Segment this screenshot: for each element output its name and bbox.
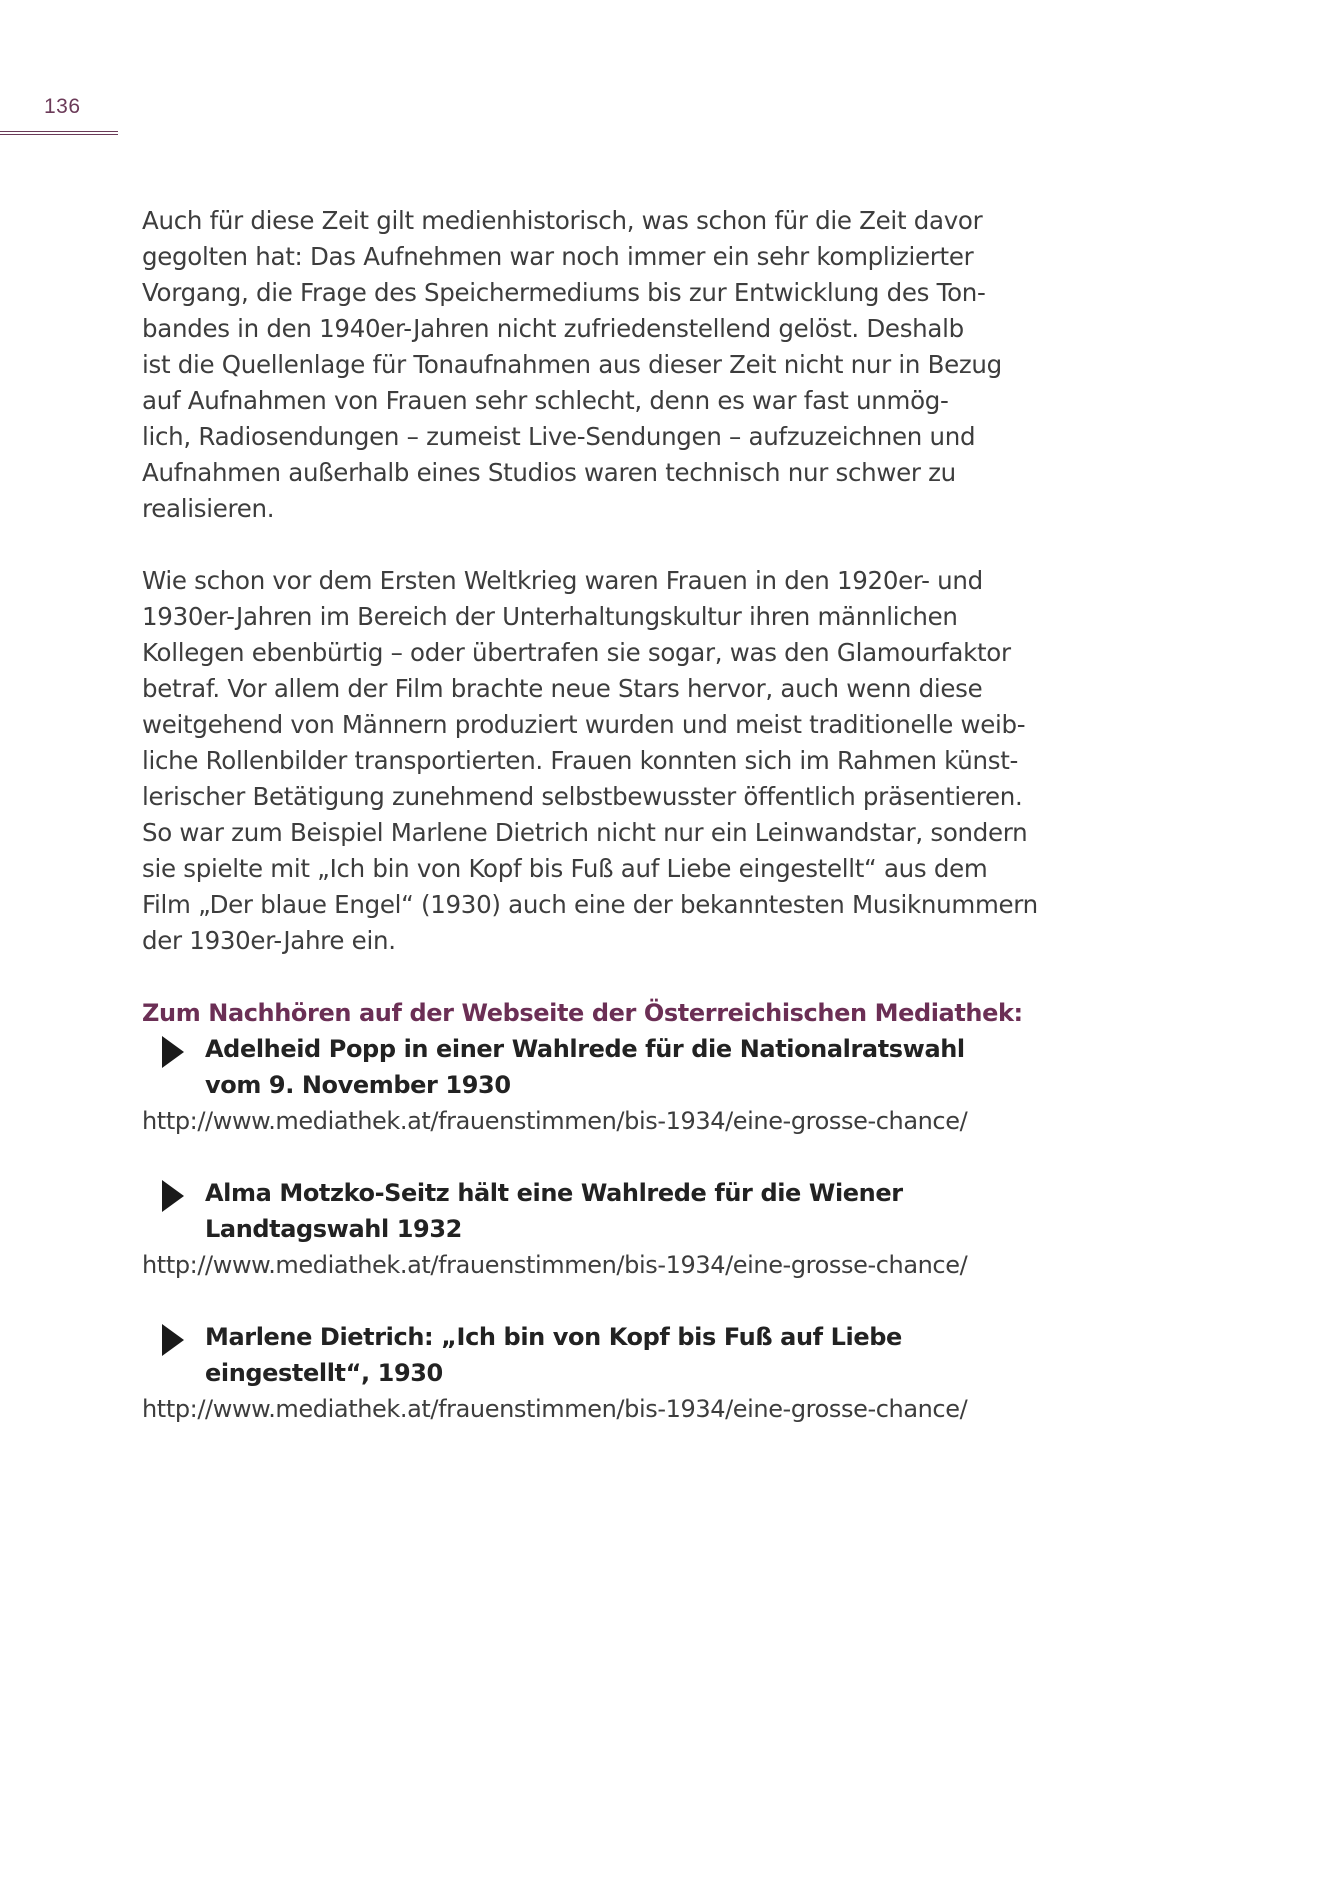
text-line: Film „Der blaue Engel“ (1930) auch eine der bekanntesten Musiknummern [142, 890, 1038, 919]
audio-resource-item [142, 1319, 1042, 1427]
audio-resource-title-line: Landtagswahl 1932 [205, 1215, 462, 1243]
audio-resource-link[interactable]: http://www.mediathek.at/frauenstimmen/bis-1934/eine-grosse-chance/ [142, 1395, 968, 1423]
audio-resource-item [142, 1175, 1042, 1283]
text-line: ist die Quellenlage für Tonaufnahmen aus dieser Zeit nicht nur in Bezug [142, 350, 1002, 379]
play-triangle-icon [162, 1180, 184, 1212]
audio-resource-item [142, 1031, 1042, 1139]
text-line: betraf. Vor allem der Film brachte neue Stars hervor, auch wenn diese [142, 674, 983, 703]
text-line: 1930er-Jahren im Bereich der Unterhaltungskultur ihren männlichen [142, 602, 958, 631]
text-line: Aufnahmen außerhalb eines Studios waren technisch nur schwer zu [142, 458, 956, 487]
listen-section-heading: Zum Nachhören auf der Webseite der Österreichischen Mediathek: [142, 999, 1023, 1027]
audio-resource-title-line: Alma Motzko-Seitz hält eine Wahlrede für die Wiener [205, 1179, 903, 1207]
audio-resource-title-line: Adelheid Popp in einer Wahlrede für die Nationalratswahl [205, 1035, 965, 1063]
text-line: bandes in den 1940er-Jahren nicht zufriedenstellend gelöst. Deshalb [142, 314, 964, 343]
text-line: lerischer Betätigung zunehmend selbstbewusster öffentlich präsentieren. [142, 782, 1023, 811]
text-line: weitgehend von Männern produziert wurden und meist traditionelle weib- [142, 710, 1026, 739]
text-line: sie spielte mit „Ich bin von Kopf bis Fuß auf Liebe eingestellt“ aus dem [142, 854, 988, 883]
audio-resource-title [142, 1031, 1042, 1103]
text-line: Vorgang, die Frage des Speichermediums bis zur Entwicklung des Ton- [142, 278, 986, 307]
text-line: liche Rollenbilder transportierten. Frauen konnten sich im Rahmen künst- [142, 746, 1019, 775]
text-line: gegolten hat: Das Aufnehmen war noch immer ein sehr komplizierter [142, 242, 974, 271]
audio-resource-title [142, 1319, 1042, 1391]
play-triangle-icon [162, 1324, 184, 1356]
text-line: Kollegen ebenbürtig – oder übertrafen sie sogar, was den Glamourfaktor [142, 638, 1011, 667]
audio-resource-title-line: eingestellt“, 1930 [205, 1359, 443, 1387]
play-triangle-icon [162, 1036, 184, 1068]
text-line: auf Aufnahmen von Frauen sehr schlecht, denn es war fast unmög- [142, 386, 949, 415]
text-line: der 1930er-Jahre ein. [142, 926, 396, 955]
text-line: So war zum Beispiel Marlene Dietrich nicht nur ein Leinwandstar, sondern [142, 818, 1028, 847]
page-number: 136 [44, 95, 81, 118]
text-line: lich, Radiosendungen – zumeist Live-Sendungen – aufzuzeichnen und [142, 422, 976, 451]
audio-resource-title-line: vom 9. November 1930 [205, 1071, 511, 1099]
audio-resource-title-line: Marlene Dietrich: „Ich bin von Kopf bis Fuß auf Liebe [205, 1323, 902, 1351]
text-line: Auch für diese Zeit gilt medienhistorisch, was schon für die Zeit davor [142, 206, 983, 235]
header-rule [0, 131, 118, 136]
audio-resource-link[interactable]: http://www.mediathek.at/frauenstimmen/bis-1934/eine-grosse-chance/ [142, 1107, 968, 1135]
audio-resource-title [142, 1175, 1042, 1247]
text-line: Wie schon vor dem Ersten Weltkrieg waren Frauen in den 1920er- und [142, 566, 983, 595]
audio-resource-link[interactable]: http://www.mediathek.at/frauenstimmen/bis-1934/eine-grosse-chance/ [142, 1251, 968, 1279]
body-paragraph [142, 203, 1042, 527]
header-rule-line [0, 131, 118, 132]
body-paragraph [142, 563, 1042, 959]
text-line: realisieren. [142, 494, 275, 523]
header-rule-line [0, 134, 118, 135]
page-content [142, 203, 1042, 1427]
